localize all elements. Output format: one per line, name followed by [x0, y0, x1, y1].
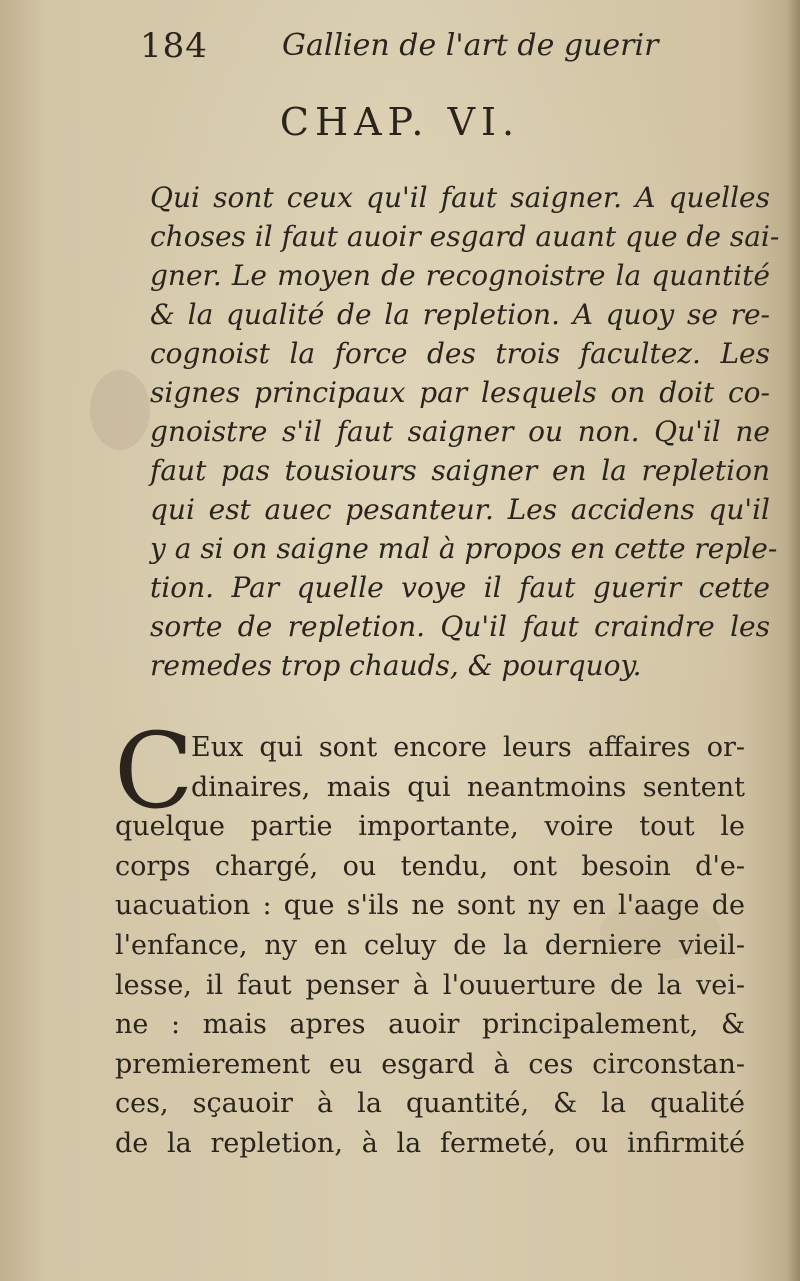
summary-line: signes principaux par lesquels on doit co-: [150, 376, 770, 409]
body-line: lesse, il faut penser à l'ouuerture de la vei-: [115, 969, 745, 1001]
summary-line: tion. Par quelle voye il faut guerir cette: [150, 571, 770, 604]
chapter-title: CHAP. VI.: [279, 100, 521, 144]
summary-line: gnoistre s'il faut saigner ou non. Qu'il ne: [150, 415, 770, 448]
summary-line: gner. Le moyen de recognoistre la quantité: [150, 259, 770, 292]
body-line: ne : mais apres auoir principalement, &: [115, 1009, 745, 1041]
summary-line: faut pas tousiours saigner en la repletion: [150, 454, 770, 487]
body-line: corps chargé, ou tendu, ont besoin d'e-: [115, 850, 745, 882]
body-line: l'enfance, ny en celuy de la derniere vieil-: [115, 929, 745, 961]
drop-cap: C: [114, 710, 194, 832]
summary-line: cognoist la force des trois facultez. Les: [150, 337, 770, 370]
body-line: Eux qui sont encore leurs affaires or-: [191, 732, 745, 763]
body-line: de la repletion, à la fermeté, ou infirmité: [115, 1127, 745, 1159]
body-line: quelque partie importante, voire tout le: [115, 811, 745, 843]
summary-line: y a si on saigne mal à propos en cette reple-: [150, 532, 778, 565]
body-paragraph: [114, 710, 745, 1164]
summary-line: & la qualité de la repletion. A quoy se re-: [150, 298, 770, 331]
summary-line: choses il faut auoir esgard auant que de sai-: [150, 220, 780, 253]
running-title: Gallien de l'art de guerir: [282, 28, 659, 63]
page-edge-shadow: [786, 0, 800, 1281]
summary-line: sorte de repletion. Qu'il faut craindre les: [150, 610, 770, 643]
body-line: uacuation : que s'ils ne sont ny en l'aage de: [115, 890, 745, 922]
summary-line: Qui sont ceux qu'il faut saigner. A quelles: [150, 181, 770, 214]
summary-line: qui est auec pesanteur. Les accidens qu'il: [150, 493, 770, 526]
chapter-summary: [150, 178, 780, 685]
body-line: premierement eu esgard à ces circonstan-: [115, 1048, 745, 1080]
paper-stain: [90, 370, 150, 450]
page-header: [140, 22, 700, 82]
body-line: ces, sçauoir à la quantité, & la qualité: [115, 1088, 745, 1120]
body-line: dinaires, mais qui neantmoins sentent: [191, 771, 745, 803]
summary-line: remedes trop chauds, & pourquoy.: [150, 649, 642, 682]
page-number: 184: [140, 26, 208, 66]
